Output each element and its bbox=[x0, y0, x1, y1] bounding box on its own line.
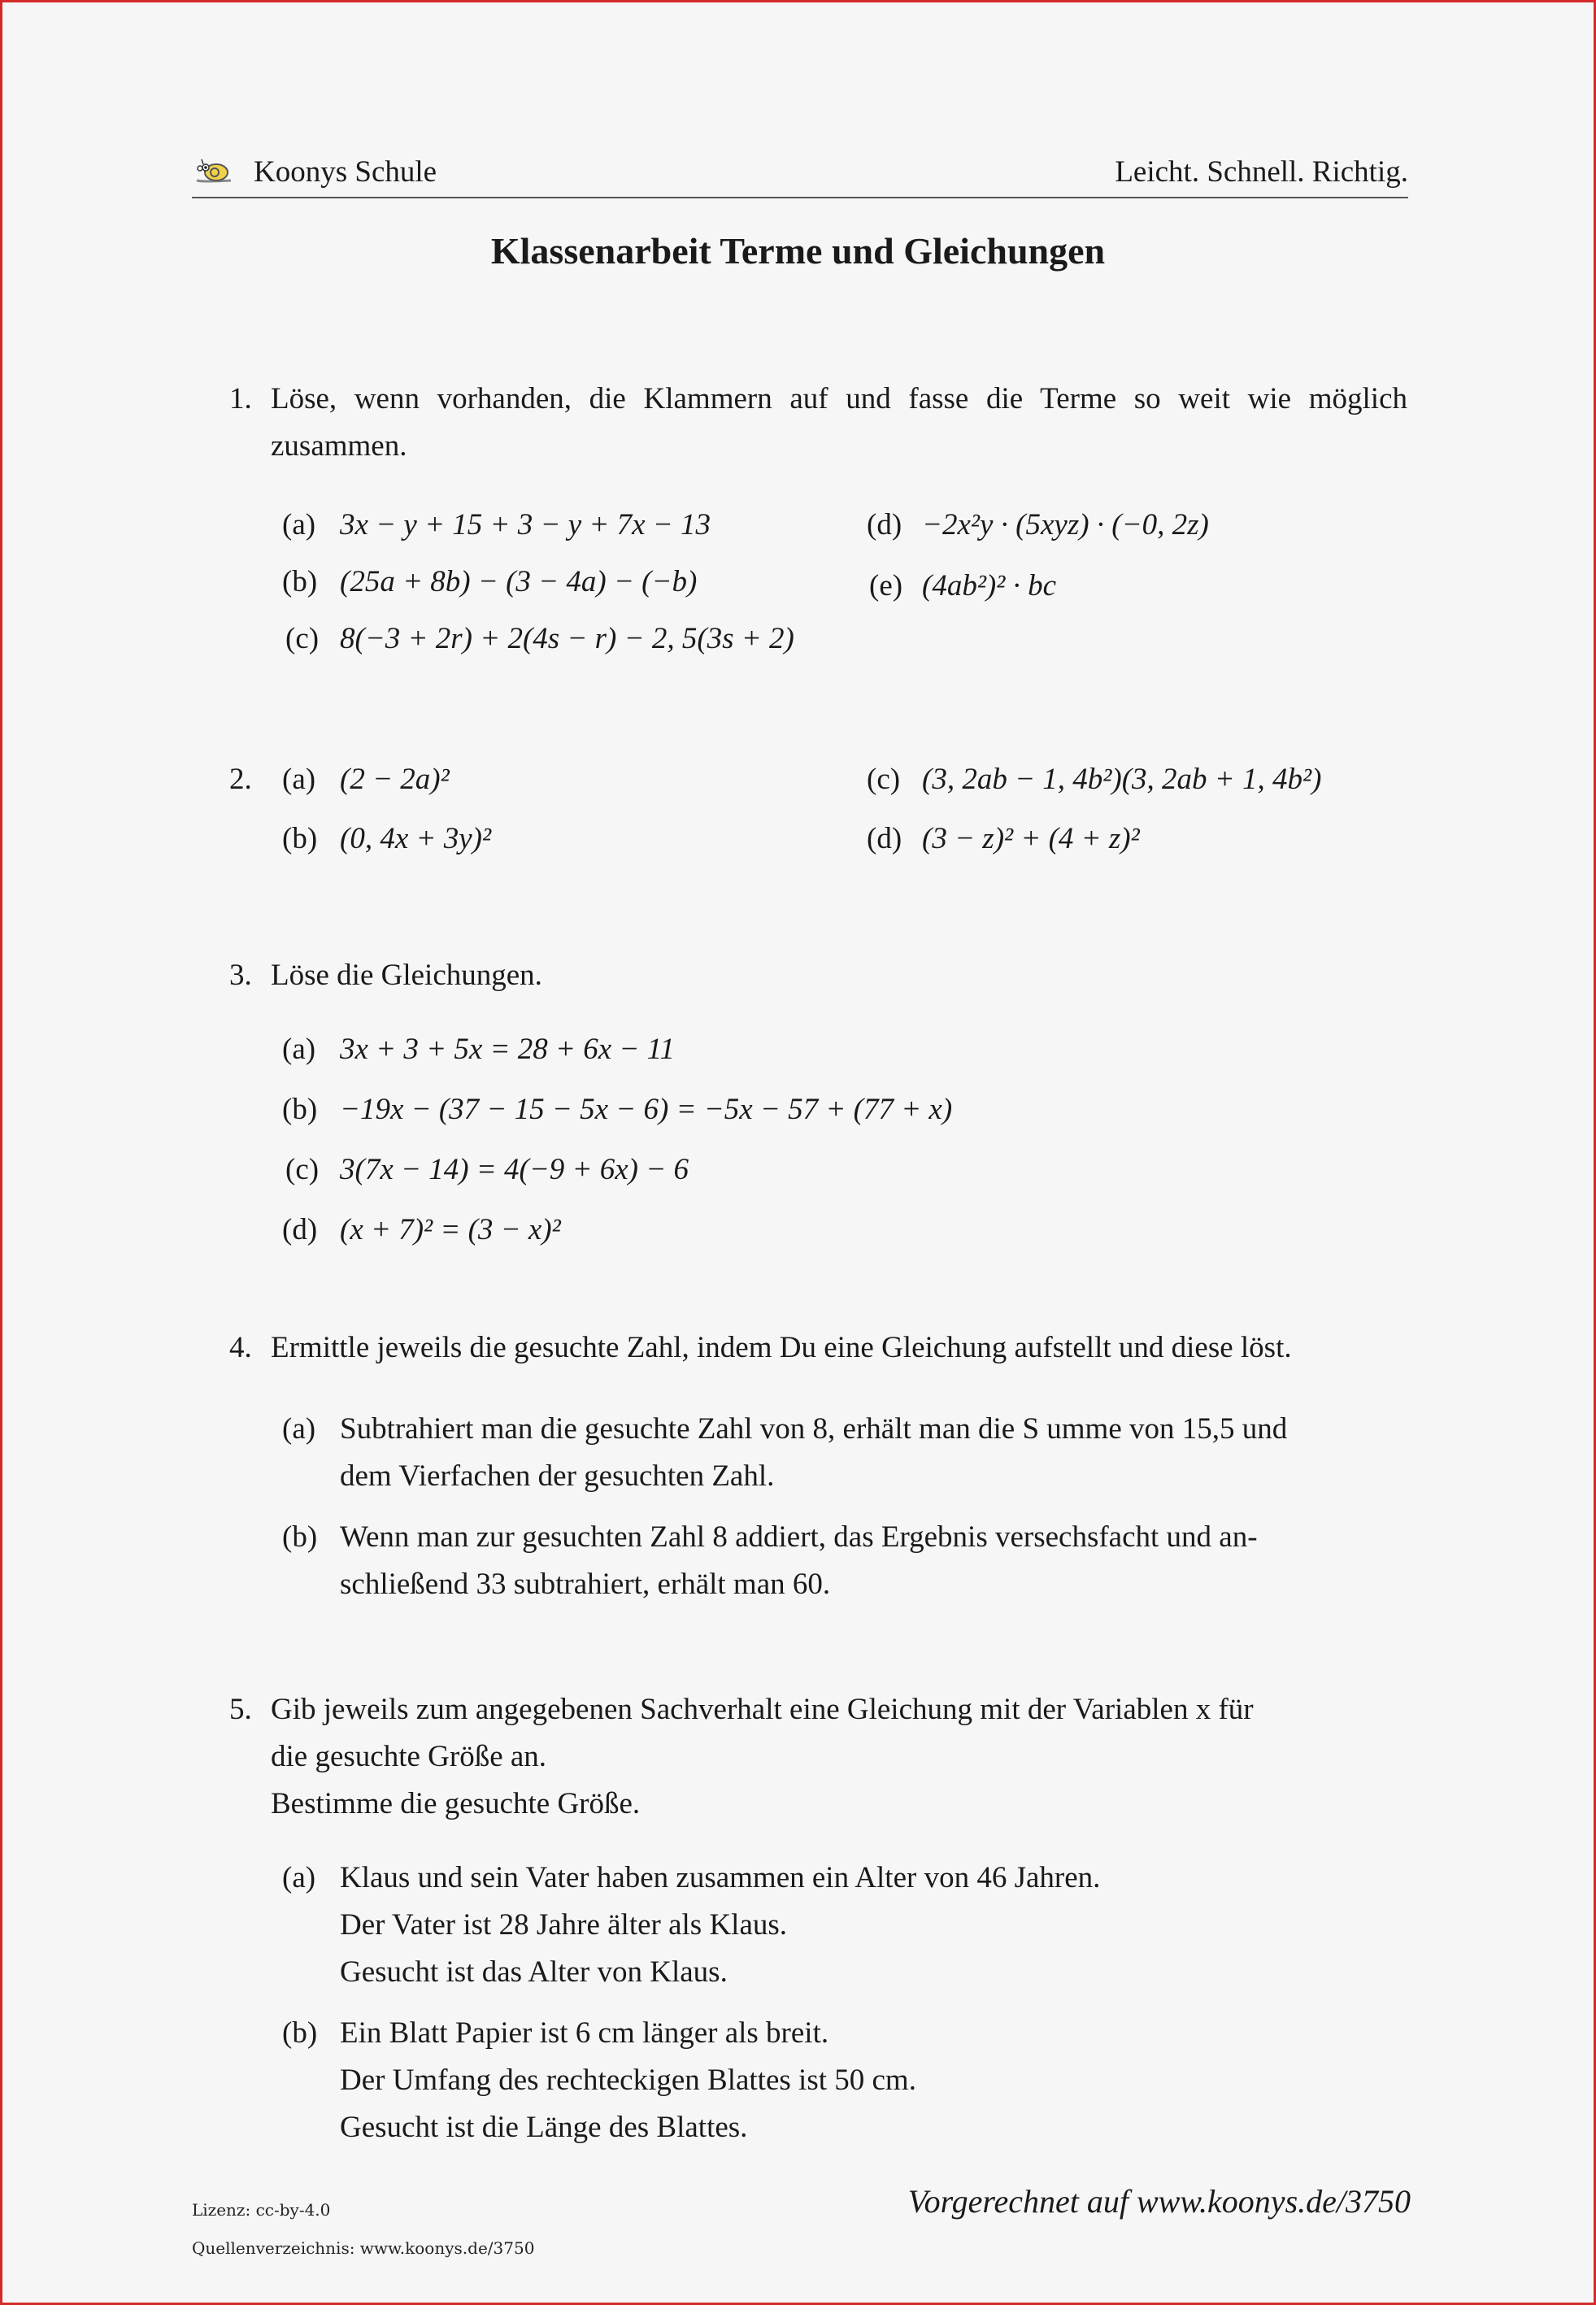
task-1-number: 1. bbox=[229, 382, 252, 415]
task-3a-expression: 3x + 3 + 5x = 28 + 6x − 11 bbox=[340, 1033, 675, 1066]
task-5b-label: (b) bbox=[282, 2016, 318, 2050]
task-4b-label: (b) bbox=[282, 1520, 318, 1554]
task-3-number: 3. bbox=[229, 959, 252, 992]
task-1e-label: (e) bbox=[869, 569, 903, 602]
task-4-number: 4. bbox=[229, 1331, 252, 1364]
task-1c-expression: 8(−3 + 2r) + 2(4s − r) − 2, 5(3s + 2) bbox=[340, 622, 794, 655]
task-1b-expression: (25a + 8b) − (3 − 4a) − (−b) bbox=[340, 565, 698, 598]
school-motto: Leicht. Schnell. Richtig. bbox=[1115, 155, 1408, 189]
task-2a-expression: (2 − 2a)² bbox=[340, 763, 450, 796]
task-5a-label: (a) bbox=[282, 1861, 316, 1894]
task-1d-expression: −2x²y · (5xyz) · (−0, 2z) bbox=[922, 508, 1209, 541]
task-2c-label: (c) bbox=[867, 763, 901, 796]
school-name: Koonys Schule bbox=[254, 155, 437, 189]
task-5-line-3: Bestimme die gesuchte Größe. bbox=[271, 1787, 641, 1820]
task-5b-line-3: Gesucht ist die Länge des Blattes. bbox=[340, 2111, 748, 2144]
task-3d-label: (d) bbox=[282, 1213, 318, 1246]
task-1a-expression: 3x − y + 15 + 3 − y + 7x − 13 bbox=[340, 508, 711, 541]
page-title: Klassenarbeit Terme und Gleichungen bbox=[490, 230, 1106, 272]
snail-logo-icon bbox=[195, 158, 236, 185]
license-text: Lizenz: cc-by-4.0 bbox=[192, 2200, 331, 2220]
task-3b-expression: −19x − (37 − 15 − 5x − 6) = −5x − 57 + (77 + x) bbox=[340, 1093, 953, 1126]
task-3d-expression: (x + 7)² = (3 − x)² bbox=[340, 1213, 561, 1246]
task-1b-label: (b) bbox=[282, 565, 318, 598]
task-2b-expression: (0, 4x + 3y)² bbox=[340, 822, 492, 855]
task-3c-label: (c) bbox=[285, 1153, 320, 1186]
task-1e-expression: (4ab²)² · bc bbox=[922, 569, 1057, 602]
task-1c-label: (c) bbox=[285, 622, 320, 655]
task-3c-expression: 3(7x − 14) = 4(−9 + 6x) − 6 bbox=[340, 1153, 689, 1186]
task-2a-label: (a) bbox=[282, 763, 316, 796]
page-header bbox=[192, 151, 1408, 198]
task-5-line-2: die gesuchte Größe an. bbox=[271, 1740, 547, 1773]
task-4b-line-2: schließend 33 subtrahiert, erhält man 60. bbox=[340, 1568, 831, 1601]
task-5b-line-2: Der Umfang des rechteckigen Blattes ist 50 cm. bbox=[340, 2064, 916, 2097]
task-2c-expression: (3, 2ab − 1, 4b²)(3, 2ab + 1, 4b²) bbox=[922, 763, 1322, 796]
task-2d-label: (d) bbox=[867, 822, 902, 855]
task-5-number: 5. bbox=[229, 1693, 252, 1726]
task-4a-line-2: dem Vierfachen der gesuchten Zahl. bbox=[340, 1459, 775, 1493]
task-1a-label: (a) bbox=[282, 508, 316, 541]
task-4a-label: (a) bbox=[282, 1412, 316, 1446]
sources-text: Quellenverzeichnis: www.koonys.de/3750 bbox=[192, 2238, 535, 2258]
solution-link[interactable]: Vorgerechnet auf www.koonys.de/3750 bbox=[907, 2183, 1411, 2220]
task-1d-label: (d) bbox=[867, 508, 902, 541]
task-3b-label: (b) bbox=[282, 1093, 318, 1126]
task-5a-line-1: Klaus und sein Vater haben zusammen ein Alter von 46 Jahren. bbox=[340, 1861, 1101, 1894]
task-1-text: Löse, wenn vorhanden, die Klammern auf und fasse die Terme so weit wie möglich zusammen. bbox=[271, 382, 1407, 463]
task-2b-label: (b) bbox=[282, 822, 318, 855]
task-5-line-1: Gib jeweils zum angegebenen Sachverhalt eine Gleichung mit der Variablen x für bbox=[271, 1693, 1254, 1726]
task-4b-line-1: Wenn man zur gesuchten Zahl 8 addiert, das Ergebnis versechsfacht und an- bbox=[340, 1520, 1258, 1554]
task-5a-line-2: Der Vater ist 28 Jahre älter als Klaus. bbox=[340, 1908, 788, 1942]
task-5b-line-1: Ein Blatt Papier ist 6 cm länger als breit. bbox=[340, 2016, 829, 2050]
task-4a-line-1: Subtrahiert man die gesuchte Zahl von 8, erhält man die S umme von 15,5 und bbox=[340, 1412, 1288, 1446]
task-3-text: Löse die Gleichungen. bbox=[271, 959, 542, 992]
task-2d-expression: (3 − z)² + (4 + z)² bbox=[922, 822, 1140, 855]
task-5a-line-3: Gesucht ist das Alter von Klaus. bbox=[340, 1955, 728, 1989]
task-2-number: 2. bbox=[229, 763, 252, 796]
task-4-text: Ermittle jeweils die gesuchte Zahl, indem Du eine Gleichung aufstellt und diese löst. bbox=[271, 1331, 1292, 1364]
task-3a-label: (a) bbox=[282, 1033, 316, 1066]
